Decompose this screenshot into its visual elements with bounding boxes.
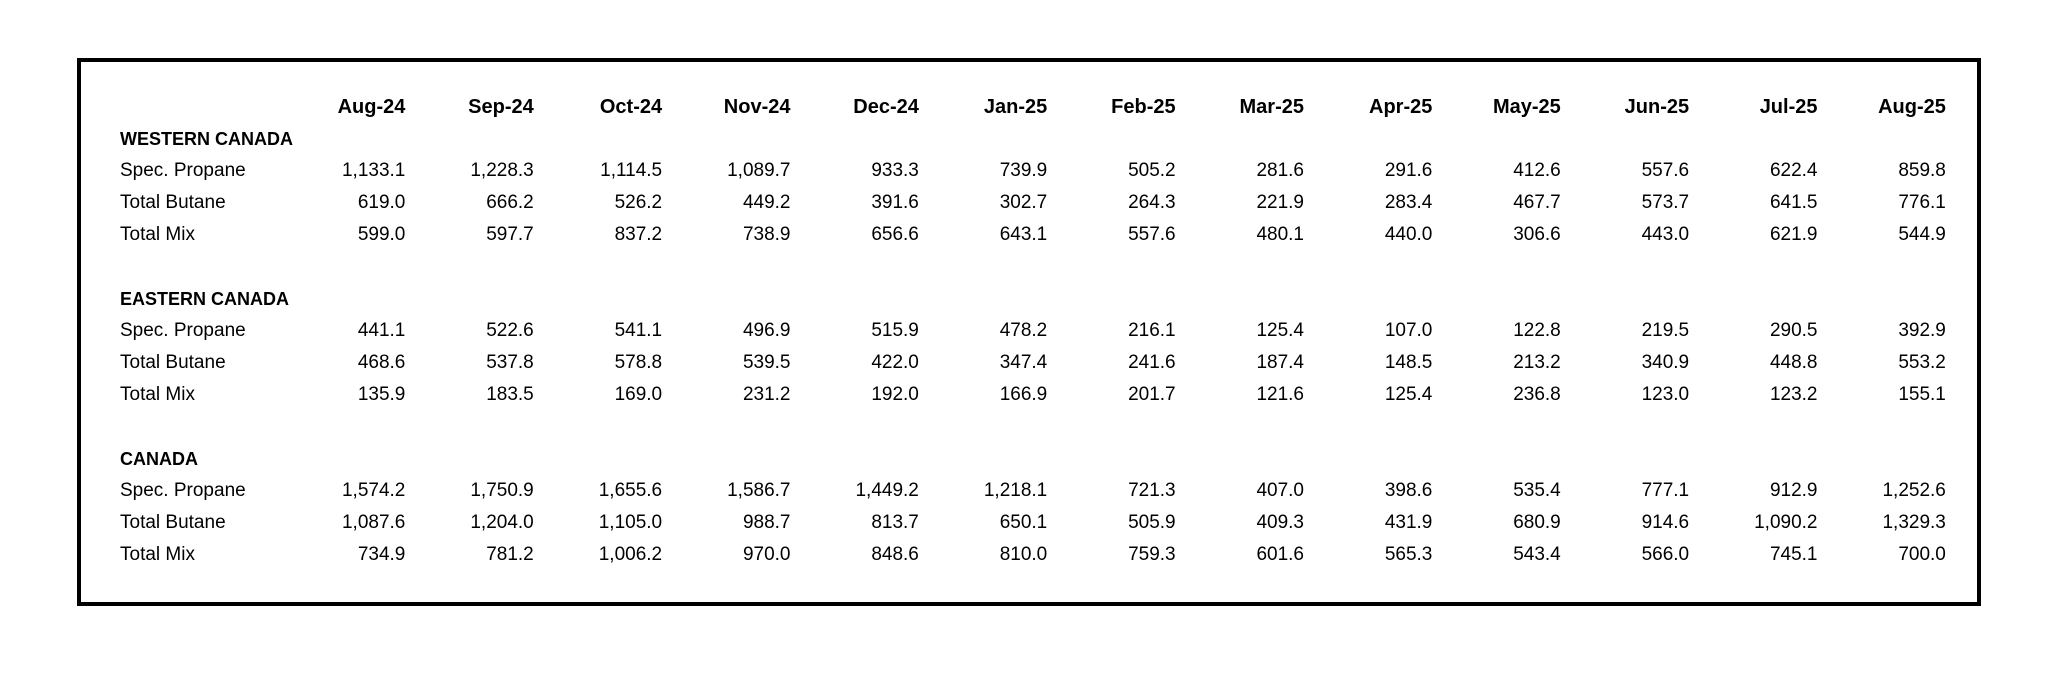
table-cell: 914.6 [1641, 512, 1690, 533]
table-cell: 409.3 [1256, 512, 1304, 533]
table-cell: 1,218.1 [983, 480, 1048, 501]
column-header: Jul-25 [1759, 96, 1818, 118]
table-row [120, 187, 1950, 219]
table-row [120, 155, 1950, 187]
table-body [120, 123, 1950, 571]
table-cell: 539.5 [742, 352, 791, 373]
table-cell: 443.0 [1641, 224, 1690, 245]
table-cell: 776.1 [1898, 192, 1946, 213]
table-cell: 448.8 [1769, 352, 1818, 373]
table-cell: 216.1 [1128, 320, 1176, 341]
table-cell: 281.6 [1256, 160, 1304, 181]
table-cell: 734.9 [357, 544, 406, 565]
column-header: Feb-25 [1111, 96, 1176, 118]
data-table [120, 91, 1950, 571]
table-cell: 290.5 [1769, 320, 1818, 341]
row-label: Total Butane [120, 192, 226, 213]
table-cell: 650.1 [999, 512, 1048, 533]
table-cell: 241.6 [1128, 352, 1176, 373]
table-cell: 781.2 [486, 544, 534, 565]
table-cell: 813.7 [871, 512, 919, 533]
table-cell: 505.9 [1128, 512, 1176, 533]
section-header-row [120, 283, 1950, 315]
table-cell: 970.0 [742, 544, 791, 565]
row-label: Spec. Propane [120, 480, 246, 501]
row-label: Total Butane [120, 512, 226, 533]
table-cell: 480.1 [1256, 224, 1304, 245]
table-cell: 544.9 [1898, 224, 1946, 245]
section-title: WESTERN CANADA [120, 129, 293, 149]
table-cell: 1,089.7 [727, 160, 791, 181]
table-cell: 526.2 [614, 192, 663, 213]
column-header: Sep-24 [468, 96, 534, 118]
table-cell: 1,006.2 [598, 544, 663, 565]
table-row [120, 507, 1950, 539]
table-cell: 306.6 [1513, 224, 1561, 245]
table-cell: 541.1 [614, 320, 663, 341]
column-header: Dec-24 [853, 96, 919, 118]
table-cell: 1,133.1 [341, 160, 406, 181]
table-cell: 231.2 [742, 384, 791, 405]
table-cell: 467.7 [1513, 192, 1561, 213]
table-cell: 537.8 [486, 352, 534, 373]
table-cell: 680.9 [1513, 512, 1561, 533]
table-cell: 1,586.7 [727, 480, 791, 501]
table-row [120, 315, 1950, 347]
column-header: Jan-25 [983, 96, 1048, 118]
table-cell: 302.7 [999, 192, 1048, 213]
table-cell: 543.4 [1513, 544, 1561, 565]
column-header: May-25 [1492, 96, 1561, 118]
table-row [120, 219, 1950, 251]
table-cell: 123.2 [1769, 384, 1818, 405]
table-cell: 859.8 [1898, 160, 1946, 181]
table-cell: 347.4 [999, 352, 1048, 373]
row-label: Total Butane [120, 352, 226, 373]
section-title: EASTERN CANADA [120, 289, 290, 309]
table-cell: 777.1 [1641, 480, 1690, 501]
table-cell: 1,114.5 [600, 160, 663, 181]
table-cell: 621.9 [1769, 224, 1818, 245]
table-cell: 848.6 [871, 544, 919, 565]
table-row [120, 539, 1950, 571]
column-header: Nov-24 [723, 96, 791, 118]
column-header: Mar-25 [1239, 96, 1304, 118]
table-cell: 219.5 [1641, 320, 1690, 341]
header-corner [120, 91, 281, 123]
column-header: Oct-24 [599, 96, 663, 118]
table-cell: 988.7 [742, 512, 791, 533]
table-cell: 398.6 [1384, 480, 1433, 501]
table-cell: 166.9 [999, 384, 1048, 405]
table-cell: 236.8 [1513, 384, 1561, 405]
table-cell: 440.0 [1384, 224, 1433, 245]
table-cell: 619.0 [357, 192, 406, 213]
table-cell: 522.6 [486, 320, 534, 341]
table-cell: 468.6 [357, 352, 406, 373]
table-cell: 565.3 [1384, 544, 1433, 565]
column-header: Jun-25 [1624, 96, 1690, 118]
table-cell: 721.3 [1128, 480, 1176, 501]
table-cell: 505.2 [1128, 160, 1176, 181]
table-cell: 187.4 [1256, 352, 1304, 373]
section-header-row [120, 123, 1950, 155]
table-cell: 449.2 [742, 192, 791, 213]
table-cell: 622.4 [1769, 160, 1818, 181]
table-cell: 578.8 [614, 352, 663, 373]
table-cell: 121.6 [1256, 384, 1304, 405]
table-cell: 1,655.6 [598, 480, 663, 501]
table-cell: 107.0 [1384, 320, 1433, 341]
table-cell: 122.8 [1513, 320, 1561, 341]
spacer-cell [120, 411, 1950, 443]
table-cell: 666.2 [486, 192, 534, 213]
section-spacer [120, 411, 1950, 443]
table-cell: 759.3 [1128, 544, 1176, 565]
table-cell: 155.1 [1898, 384, 1946, 405]
row-label: Total Mix [120, 384, 195, 405]
table-cell: 412.6 [1513, 160, 1561, 181]
table-cell: 221.9 [1256, 192, 1304, 213]
table-row [120, 379, 1950, 411]
table-cell: 557.6 [1641, 160, 1690, 181]
table-cell: 422.0 [871, 352, 919, 373]
table-cell: 1,329.3 [1882, 512, 1946, 533]
table-cell: 837.2 [614, 224, 663, 245]
table-cell: 183.5 [486, 384, 534, 405]
table-cell: 125.4 [1256, 320, 1304, 341]
table-row [120, 347, 1950, 379]
table-cell: 1,252.6 [1882, 480, 1946, 501]
table-cell: 441.1 [357, 320, 406, 341]
section-spacer [120, 251, 1950, 283]
table-cell: 745.1 [1769, 544, 1818, 565]
table-row [120, 475, 1950, 507]
table-cell: 169.0 [614, 384, 663, 405]
table-cell: 597.7 [486, 224, 534, 245]
table-cell: 601.6 [1256, 544, 1304, 565]
table-cell: 643.1 [999, 224, 1048, 245]
table-cell: 407.0 [1256, 480, 1304, 501]
table-cell: 135.9 [357, 384, 406, 405]
row-label: Spec. Propane [120, 320, 246, 341]
table-cell: 1,228.3 [470, 160, 534, 181]
row-label: Spec. Propane [120, 160, 246, 181]
table-cell: 340.9 [1641, 352, 1690, 373]
table-cell: 1,449.2 [855, 480, 919, 501]
table-cell: 515.9 [871, 320, 919, 341]
table-cell: 1,204.0 [470, 512, 534, 533]
table-cell: 738.9 [742, 224, 791, 245]
table-cell: 391.6 [871, 192, 919, 213]
table-cell: 599.0 [357, 224, 406, 245]
table-cell: 1,574.2 [341, 480, 406, 501]
row-label: Total Mix [120, 224, 195, 245]
header-row [120, 91, 1950, 123]
table-cell: 912.9 [1769, 480, 1818, 501]
table-cell: 1,750.9 [470, 480, 534, 501]
table-cell: 1,087.6 [341, 512, 406, 533]
table-cell: 392.9 [1898, 320, 1946, 341]
table-cell: 264.3 [1128, 192, 1176, 213]
column-header: Aug-24 [337, 96, 406, 118]
table-cell: 553.2 [1898, 352, 1946, 373]
table-cell: 656.6 [871, 224, 919, 245]
spacer-cell [120, 251, 1950, 283]
table-cell: 148.5 [1384, 352, 1433, 373]
table-cell: 641.5 [1769, 192, 1818, 213]
section-header-row [120, 443, 1950, 475]
table-cell: 700.0 [1898, 544, 1946, 565]
table-cell: 201.7 [1128, 384, 1176, 405]
table-cell: 1,090.2 [1754, 512, 1818, 533]
table-cell: 291.6 [1384, 160, 1433, 181]
table-cell: 1,105.0 [598, 512, 663, 533]
table-cell: 192.0 [871, 384, 919, 405]
table-cell: 496.9 [742, 320, 791, 341]
table-cell: 739.9 [999, 160, 1048, 181]
table-cell: 213.2 [1513, 352, 1561, 373]
table-cell: 535.4 [1513, 480, 1561, 501]
table-cell: 573.7 [1641, 192, 1690, 213]
row-label: Total Mix [120, 544, 195, 565]
table-cell: 125.4 [1384, 384, 1433, 405]
table-cell: 283.4 [1384, 192, 1433, 213]
table-cell: 810.0 [999, 544, 1048, 565]
table-cell: 566.0 [1641, 544, 1690, 565]
table-cell: 123.0 [1641, 384, 1690, 405]
table-cell: 933.3 [871, 160, 919, 181]
table-cell: 478.2 [999, 320, 1048, 341]
column-header: Aug-25 [1878, 96, 1946, 118]
section-title: CANADA [120, 449, 198, 469]
table-cell: 557.6 [1128, 224, 1176, 245]
column-header: Apr-25 [1369, 96, 1433, 118]
table-cell: 431.9 [1384, 512, 1433, 533]
